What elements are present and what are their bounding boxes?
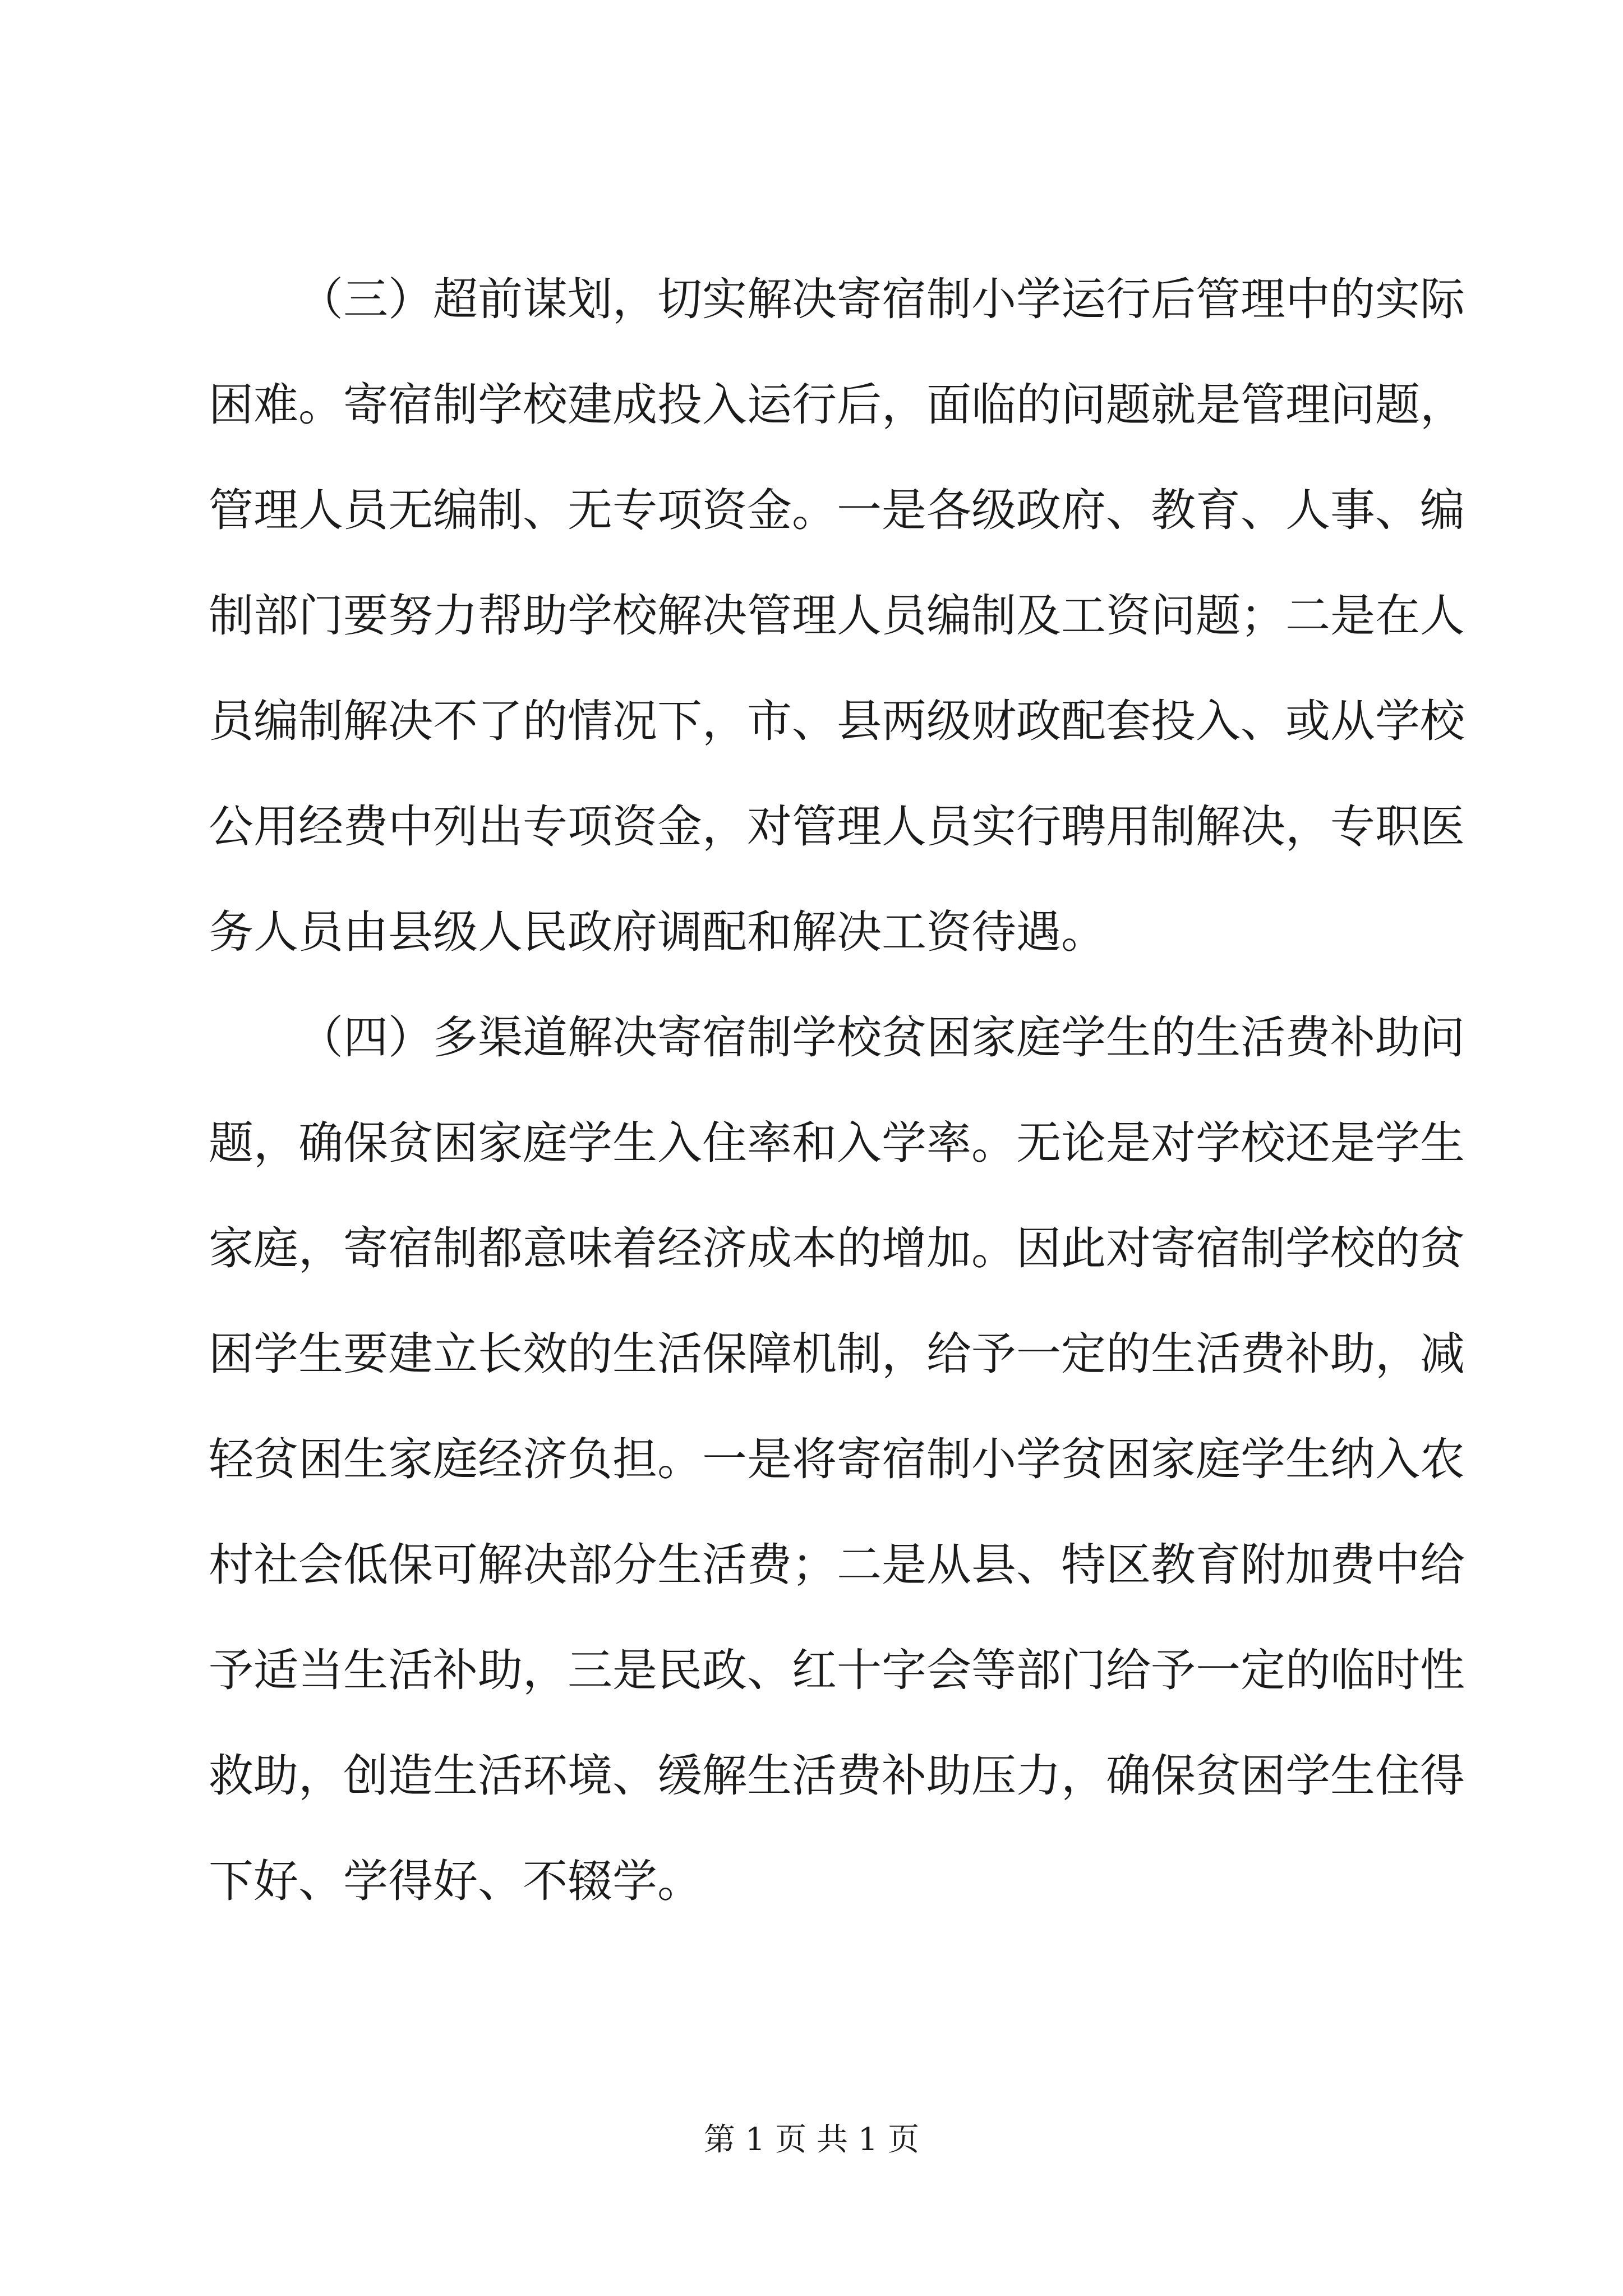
text-line: 题，确保贫困家庭学生入住率和入学率。无论是对学校还是学生 [209, 1117, 1465, 1169]
paragraph-4 [209, 985, 1465, 1934]
text-line: （四）多渠道解决寄宿制学校贫困家庭学生的生活费补助问 [298, 1011, 1465, 1064]
text-line: （三）超前谋划，切实解决寄宿制小学运行后管理中的实际 [298, 273, 1465, 325]
document-body [209, 247, 1465, 1934]
text-line: 困学生要建立长效的生活保障机制，给予一定的生活费补助，减 [209, 1328, 1465, 1380]
text-line: 务人员由县级人民政府调配和解决工资待遇。 [209, 906, 1106, 958]
page-footer: 第 1 页 共 1 页 [703, 2122, 920, 2158]
text-line: 下好、学得好、不辍学。 [209, 1855, 702, 1907]
text-line: 救助，创造生活环境、缓解生活费补助压力，确保贫困学生住得 [209, 1750, 1465, 1802]
text-line: 轻贫困生家庭经济负担。一是将寄宿制小学贫困家庭学生纳入农 [209, 1433, 1465, 1485]
paragraph-3 [209, 247, 1465, 985]
text-line: 村社会低保可解决部分生活费；二是从县、特区教育附加费中给 [209, 1539, 1465, 1591]
text-line: 公用经费中列出专项资金，对管理人员实行聘用制解决，专职医 [209, 800, 1465, 853]
text-line: 困难。寄宿制学校建成投入运行后，面临的问题就是管理问题， [209, 379, 1465, 431]
text-line: 管理人员无编制、无专项资金。一是各级政府、教育、人事、编 [209, 484, 1465, 536]
text-line: 家庭，寄宿制都意味着经济成本的增加。因此对寄宿制学校的贫 [209, 1222, 1465, 1274]
text-line: 予适当生活补助，三是民政、红十字会等部门给予一定的临时性 [209, 1644, 1465, 1696]
text-line: 员编制解决不了的情况下，市、县两级财政配套投入、或从学校 [209, 695, 1465, 747]
text-line: 制部门要努力帮助学校解决管理人员编制及工资问题；二是在人 [209, 590, 1465, 642]
